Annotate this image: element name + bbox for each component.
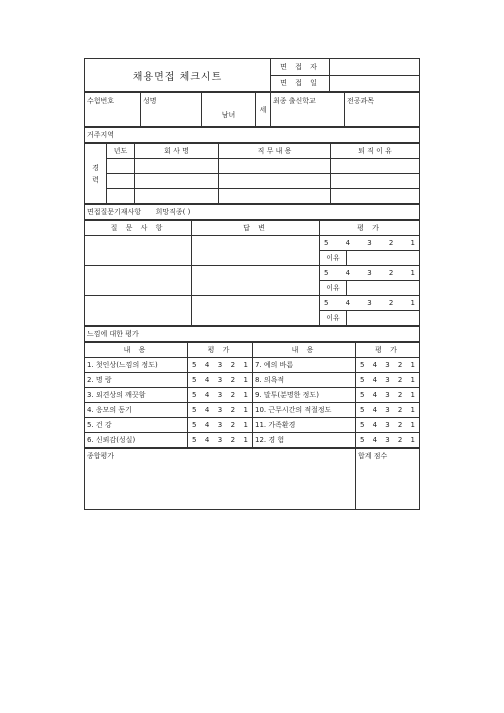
impression-item: 1. 첫인상(느낌의 정도) — [85, 358, 188, 373]
score-3[interactable]: 3 — [367, 269, 372, 277]
impression-rating-scale[interactable] — [188, 403, 253, 418]
reason-label: 이유 — [320, 311, 347, 326]
career-cell[interactable] — [331, 159, 420, 174]
score-2[interactable]: 2 — [388, 299, 394, 307]
career-cell[interactable] — [135, 189, 219, 204]
score-4[interactable]: 4 — [204, 436, 210, 444]
interview-checksheet — [84, 58, 420, 510]
score-5[interactable]: 5 — [360, 421, 365, 429]
reason-field[interactable] — [347, 251, 420, 266]
score-4[interactable]: 4 — [345, 299, 351, 307]
career-header-year: 년도 — [107, 144, 135, 159]
score-3[interactable]: 3 — [217, 391, 223, 399]
question-cell[interactable] — [85, 236, 192, 266]
score-2[interactable]: 2 — [397, 376, 403, 384]
impression-item: 11. 가족환경 — [253, 418, 356, 433]
career-label: 경 력 — [85, 144, 107, 204]
question-cell[interactable] — [85, 266, 192, 296]
score-3[interactable]: 3 — [385, 376, 390, 384]
career-header-duty: 직 무 내 용 — [219, 144, 331, 159]
impression-item: 8. 의욕적 — [253, 373, 356, 388]
score-3[interactable]: 3 — [367, 239, 372, 247]
impression-row — [85, 418, 420, 433]
score-5[interactable]: 5 — [192, 406, 197, 414]
questions-table — [84, 220, 420, 326]
score-2[interactable]: 2 — [230, 391, 236, 399]
impression-header-content: 내 용 — [253, 343, 356, 358]
impression-section-table — [84, 326, 420, 342]
score-2[interactable]: 2 — [230, 406, 236, 414]
score-2[interactable]: 2 — [230, 376, 236, 384]
score-3[interactable]: 3 — [217, 361, 223, 369]
score-3[interactable]: 3 — [385, 421, 390, 429]
interview-date-label: 면 접 일 — [271, 75, 330, 92]
impression-rating-scale[interactable] — [188, 358, 253, 373]
career-cell[interactable] — [135, 159, 219, 174]
impression-row — [85, 373, 420, 388]
score-2[interactable]: 2 — [397, 361, 403, 369]
score-5[interactable]: 5 — [360, 376, 365, 384]
impression-row — [85, 388, 420, 403]
score-1[interactable]: 1 — [243, 361, 248, 369]
score-4[interactable]: 4 — [204, 361, 210, 369]
score-1[interactable]: 1 — [243, 421, 248, 429]
career-header-reason: 퇴 직 이 유 — [331, 144, 420, 159]
score-4[interactable]: 4 — [372, 436, 378, 444]
score-1[interactable]: 1 — [410, 391, 415, 399]
career-header-company: 회 사 명 — [135, 144, 219, 159]
score-5[interactable]: 5 — [360, 361, 365, 369]
answer-cell[interactable] — [192, 236, 320, 266]
impression-row — [85, 358, 420, 373]
score-2[interactable]: 2 — [230, 436, 236, 444]
rating-scale[interactable] — [320, 266, 420, 281]
score-4[interactable]: 4 — [372, 406, 378, 414]
career-cell[interactable] — [107, 174, 135, 189]
impression-item: 9. 말투(분명한 정도) — [253, 388, 356, 403]
score-5[interactable]: 5 — [192, 361, 197, 369]
interviewer-field[interactable] — [330, 59, 420, 76]
impression-rating-scale[interactable] — [188, 433, 253, 448]
overall-evaluation[interactable] — [85, 449, 356, 510]
desired-job-label: 희망직종( ) — [155, 208, 191, 216]
impression-rating-scale[interactable] — [356, 358, 420, 373]
score-5[interactable]: 5 — [192, 376, 197, 384]
gender-label: 남녀 — [202, 93, 256, 127]
applicant-table — [84, 92, 420, 127]
score-5[interactable]: 5 — [360, 436, 365, 444]
score-3[interactable]: 3 — [385, 436, 390, 444]
score-4[interactable]: 4 — [204, 376, 210, 384]
impression-header-content: 내 용 — [85, 343, 188, 358]
total-label: 합계 점수 — [358, 452, 388, 460]
impression-rating-scale[interactable] — [188, 373, 253, 388]
impression-label: 느낌에 대한 평가 — [85, 327, 420, 342]
major-label: 전공과목 — [345, 93, 420, 127]
residence-label: 거주지역 — [85, 128, 420, 143]
score-1[interactable]: 1 — [243, 406, 248, 414]
impression-row — [85, 433, 420, 448]
score-5[interactable]: 5 — [360, 406, 365, 414]
impression-item: 6. 신뢰감(성실) — [85, 433, 188, 448]
score-4[interactable]: 4 — [204, 421, 210, 429]
total-score[interactable] — [356, 449, 420, 510]
career-cell[interactable] — [331, 189, 420, 204]
score-1[interactable]: 1 — [410, 436, 415, 444]
career-cell[interactable] — [219, 189, 331, 204]
residence-table — [84, 127, 420, 143]
career-cell[interactable] — [107, 159, 135, 174]
impression-item: 3. 외견상의 깨끗함 — [85, 388, 188, 403]
impression-item: 12. 경 험 — [253, 433, 356, 448]
score-1[interactable]: 1 — [243, 391, 248, 399]
overall-table — [84, 448, 420, 510]
answer-cell[interactable] — [192, 296, 320, 326]
impression-rating-scale[interactable] — [356, 418, 420, 433]
score-3[interactable]: 3 — [217, 421, 223, 429]
score-1[interactable]: 1 — [410, 421, 415, 429]
score-3[interactable]: 3 — [217, 376, 223, 384]
header-table — [84, 58, 420, 92]
impression-rating-scale[interactable] — [356, 388, 420, 403]
score-2[interactable]: 2 — [397, 391, 403, 399]
score-1[interactable]: 1 — [410, 299, 415, 307]
career-cell[interactable] — [331, 174, 420, 189]
answer-cell[interactable] — [192, 266, 320, 296]
reason-field[interactable] — [347, 281, 420, 296]
score-3[interactable]: 3 — [217, 436, 223, 444]
score-3[interactable]: 3 — [367, 299, 372, 307]
score-4[interactable]: 4 — [372, 391, 378, 399]
score-5[interactable]: 5 — [360, 391, 365, 399]
impression-table — [84, 342, 420, 448]
question-section-label — [85, 205, 420, 220]
impression-rating-scale[interactable] — [356, 433, 420, 448]
score-5[interactable]: 5 — [192, 436, 197, 444]
score-2[interactable]: 2 — [397, 421, 403, 429]
question-section-table — [84, 204, 420, 220]
score-1[interactable]: 1 — [410, 376, 415, 384]
score-4[interactable]: 4 — [204, 391, 210, 399]
score-4[interactable]: 4 — [372, 421, 378, 429]
score-4[interactable]: 4 — [204, 406, 210, 414]
score-2[interactable]: 2 — [397, 436, 403, 444]
score-4[interactable]: 4 — [372, 361, 378, 369]
reason-label: 이유 — [320, 281, 347, 296]
score-5[interactable]: 5 — [324, 299, 329, 307]
reason-field[interactable] — [347, 311, 420, 326]
score-1[interactable]: 1 — [410, 361, 415, 369]
score-2[interactable]: 2 — [230, 361, 236, 369]
evaluation-header: 평 가 — [320, 221, 420, 236]
score-2[interactable]: 2 — [397, 406, 403, 414]
career-cell[interactable] — [107, 189, 135, 204]
reason-label: 이유 — [320, 251, 347, 266]
score-2[interactable]: 2 — [230, 421, 236, 429]
question-header: 질 문 사 항 — [85, 221, 192, 236]
form-title: 채용면접 체크시트 — [85, 59, 271, 92]
school-label: 최종 출신학교 — [271, 93, 345, 127]
impression-header-rating: 평 가 — [188, 343, 253, 358]
score-4[interactable]: 4 — [372, 376, 378, 384]
score-3[interactable]: 3 — [385, 406, 390, 414]
score-3[interactable]: 3 — [385, 361, 390, 369]
score-4[interactable]: 4 — [345, 239, 351, 247]
overall-label: 종합평가 — [87, 452, 115, 460]
answer-header: 답 변 — [192, 221, 320, 236]
impression-item: 7. 예의 바름 — [253, 358, 356, 373]
score-5[interactable]: 5 — [192, 421, 197, 429]
impression-item: 5. 건 강 — [85, 418, 188, 433]
interview-date-field[interactable] — [330, 75, 420, 92]
career-cell[interactable] — [219, 174, 331, 189]
name-label: 성명 — [141, 93, 202, 127]
score-3[interactable]: 3 — [217, 406, 223, 414]
rating-scale[interactable] — [320, 236, 420, 251]
impression-item: 2. 명 랑 — [85, 373, 188, 388]
career-cell[interactable] — [135, 174, 219, 189]
applicant-no-label: 수험번호 — [85, 93, 141, 127]
score-1[interactable]: 1 — [410, 269, 415, 277]
score-1[interactable]: 1 — [243, 376, 248, 384]
impression-rating-scale[interactable] — [188, 388, 253, 403]
impression-rating-scale[interactable] — [356, 373, 420, 388]
score-1[interactable]: 1 — [410, 239, 415, 247]
career-table — [84, 143, 420, 204]
score-2[interactable]: 2 — [388, 269, 394, 277]
score-5[interactable]: 5 — [192, 391, 197, 399]
impression-header-rating: 평 가 — [356, 343, 420, 358]
impression-rating-scale[interactable] — [356, 403, 420, 418]
career-cell[interactable] — [219, 159, 331, 174]
score-3[interactable]: 3 — [385, 391, 390, 399]
impression-item: 4. 응모의 동기 — [85, 403, 188, 418]
question-section-title: 면접질문기재사항 — [87, 208, 142, 216]
score-1[interactable]: 1 — [243, 436, 248, 444]
score-2[interactable]: 2 — [388, 239, 394, 247]
impression-item: 10. 근무시간의 적절정도 — [253, 403, 356, 418]
age-label: 세 — [256, 93, 271, 127]
impression-rating-scale[interactable] — [188, 418, 253, 433]
question-cell[interactable] — [85, 296, 192, 326]
score-1[interactable]: 1 — [410, 406, 415, 414]
score-5[interactable]: 5 — [324, 239, 329, 247]
interviewer-label: 면 접 자 — [271, 59, 330, 76]
score-4[interactable]: 4 — [345, 269, 351, 277]
rating-scale[interactable] — [320, 296, 420, 311]
score-5[interactable]: 5 — [324, 269, 329, 277]
impression-row — [85, 403, 420, 418]
